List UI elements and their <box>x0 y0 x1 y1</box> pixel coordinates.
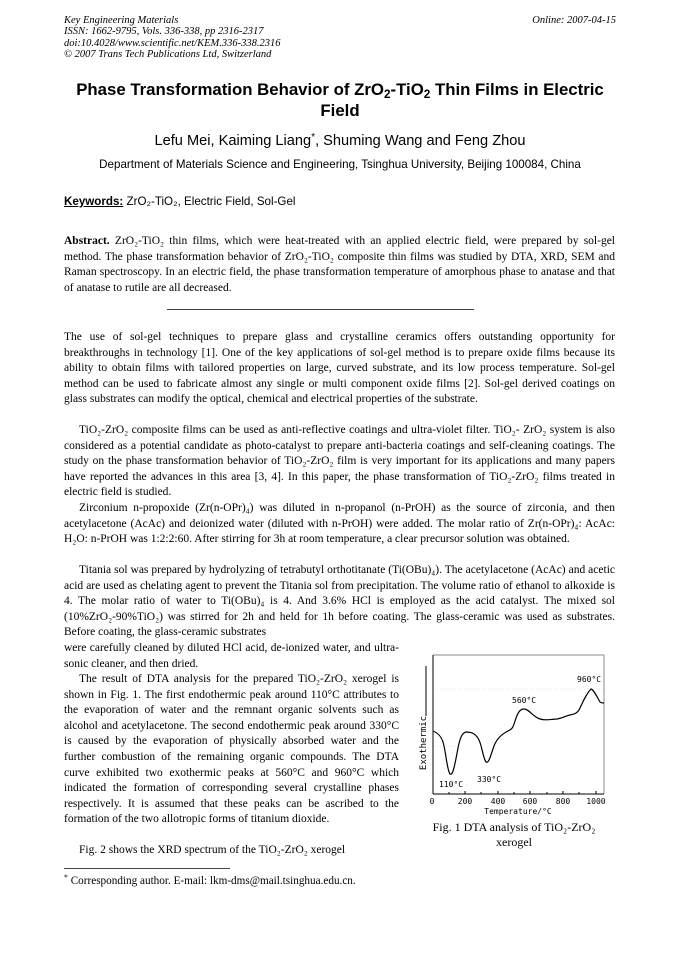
title-sub: 2 <box>423 87 431 101</box>
svg-text:200: 200 <box>457 797 473 806</box>
author-names: , Shuming Wang and Feng Zhou <box>315 133 526 149</box>
footnote-separator <box>64 868 230 869</box>
footnote-mark: * <box>64 873 68 883</box>
y-axis-label: Exothermic <box>419 715 429 771</box>
copyright: © 2007 Trans Tech Publications Ltd, Switzerland <box>64 49 272 61</box>
body-paragraph-1: The use of sol-gel techniques to prepare glass and crystalline ceramics offers outstanding opportunity for breakthroughs in technology [1]. One of the key applications of sol-gel method is to prepare oxide films because its ability to obtain films with tailored properties on large, curved substrate, and its low process temperature. Sol-gel method can be used to fabricate almost any single or multi component oxide films [2]. Sol-gel derived coatings on glass substrates can modify the optical, chemical and electrical properties of the substrate. <box>64 331 615 406</box>
body-paragraph-4-cont: were carefully cleaned by diluted HCl acid, de-ionized water, and ultra-sonic cleaner, and then dried. <box>64 642 399 670</box>
body-paragraph-3: Zirconium n-propoxide (Zr(n-OPr)₄) was diluted in n-propanol (n-PrOH) as the source of zirconia, and then acetylacetone (AcAc) and deionized water (diluted with n-PrOH) were added. The molar ratio of Zr(n-OPr)₄: AcAc: H₂O: n-PrOH was 1:2:2:60. After stirring for 3h at room temperature, a clear precursor solution was obtained. <box>64 502 615 546</box>
caption-line: xerogel <box>496 835 532 849</box>
paper-title <box>64 79 616 121</box>
svg-text:400: 400 <box>490 797 506 806</box>
footnote <box>64 874 356 888</box>
annotation-110C: 110°C <box>439 780 464 789</box>
body-paragraph-2: TiO₂-ZrO₂ composite films can be used as anti-reflective coatings and ultra-violet filter. TiO₂- ZrO₂ system is also considered as a potential candidate as photo-catalyst to prepare anti-bacteria coatings and self-cleaning coatings. The study on the phase transformation behavior of TiO₂-ZrO₂ film is very important for its applications and many papers have reported the advances in this area [3, 4]. In this paper, the phase transformation of TiO₂-ZrO₂ films treated in electric field is studied. <box>64 424 615 499</box>
svg-text:1000: 1000 <box>586 797 606 806</box>
annotation-560C: 560°C <box>512 696 537 705</box>
title-text: Thin Films in Electric Field <box>320 80 604 120</box>
dta-chart <box>410 648 620 823</box>
journal-header <box>64 15 281 61</box>
title-text: -TiO <box>390 80 424 99</box>
body-paragraph-5: The result of DTA analysis for the prepared TiO₂-ZrO₂ xerogel is shown in Fig. 1. The first endothermic peak around 110°C attributes to the evaporation of water and the remnant organic solvents such as alcohol and acetylacetone. The second endothermic peak around 330°C is caused by the evaporation of physically absorbed water and the further combustion of the remaining organic compounds. The DTA curve exhibited two exothermic peaks at 560°C and 960°C which indicated the formation of corresponding several crystalline phases respectively. It is assumed that these peaks can be ascribed to the formation of the two allotropic forms of titanium dioxide. <box>64 673 399 826</box>
abstract-label: Abstract. <box>64 235 110 247</box>
abstract-text: ZrO₂-TiO₂ thin films, which were heat-treated with an applied electric field, were prepared by sol-gel method. The phase transformation behavior of ZrO₂-TiO₂ composite thin films was studied by DTA, XRD, SEM and Raman spectroscopy. In an electric field, the phase transformation temperature of amorphous phase to anatase and that of anatase to rutile are all decreased. <box>64 235 615 294</box>
author-names: Lefu Mei, Kaiming Liang <box>154 133 312 149</box>
x-tick-labels <box>430 797 606 806</box>
figure-caption <box>414 820 614 850</box>
body-paragraph-6: Fig. 2 shows the XRD spectrum of the TiO₂-ZrO₂ xerogel <box>79 844 346 856</box>
annotation-960C: 960°C <box>577 675 602 684</box>
caption-line: Fig. 1 DTA analysis of TiO₂-ZrO₂ <box>432 820 596 834</box>
keywords <box>64 195 295 209</box>
abstract-separator <box>167 309 474 310</box>
online-date: Online: 2007-04-15 <box>532 15 616 26</box>
title-sub: 2 <box>383 87 391 101</box>
journal-name: Key Engineering Materials <box>64 15 179 26</box>
issn: ISSN: 1662-9795, Vols. 336-338, pp 2316-2317 <box>64 26 264 38</box>
title-text: Phase Transformation Behavior of ZrO <box>76 80 384 99</box>
annotation-330C: 330°C <box>477 775 502 784</box>
svg-text:600: 600 <box>522 797 538 806</box>
svg-text:0: 0 <box>429 797 435 806</box>
doi: doi:10.4028/www.scientific.net/KEM.336-338.2316 <box>64 37 281 49</box>
x-axis-label: Temperature/°C <box>484 807 552 816</box>
abstract <box>64 234 615 296</box>
keywords-value: ZrO₂-TiO₂, Electric Field, Sol-Gel <box>123 195 296 208</box>
keywords-label: Keywords: <box>64 195 124 208</box>
footnote-text: Corresponding author. E-mail: lkm-dms@mail.tsinghua.edu.cn. <box>67 875 356 887</box>
authors <box>64 132 616 150</box>
affiliation: Department of Materials Science and Engineering, Tsinghua University, Beijing 100084, China <box>99 158 581 171</box>
svg-text:800: 800 <box>555 797 571 806</box>
corresponding-mark: * <box>311 131 316 143</box>
body-paragraph-4: Titania sol was prepared by hydrolyzing of tetrabutyl orthotitanate (Ti(OBu)₄). The acetylacetone (AcAc) and acetic acid are used as chelating agent to prevent the Titania sol from precipitation. The volume ratio of ethanol to alkoxide is 4. The molar ratio of water to Ti(OBu)₄ is 4. And 3.6% HCl is employed as the acid catalyst. The mixed sol (10%ZrO₂-90%TiO₂) was stirred for 2h and held for 1h before coating. The glass-ceramic was used as substrates. Before coating, the glass-ceramic substrates <box>64 564 615 639</box>
